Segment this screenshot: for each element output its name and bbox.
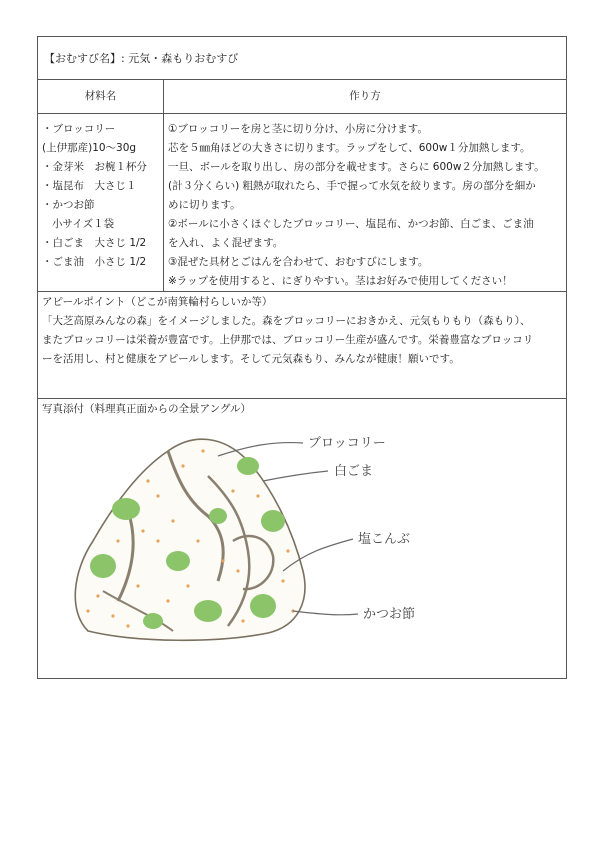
method-line: (計３分くらい) 粗熱が取れたら、手で握って水気を絞ります。房の部分を細か (168, 180, 536, 192)
title-row (38, 37, 567, 80)
method-line: 一旦、ボールを取り出し、房の部分を載せます。さらに 600w２分加熱します。 (168, 161, 545, 173)
label-kombu: 塩こんぶ (358, 532, 411, 547)
ingredient-item: (上伊那産)10〜30g (42, 142, 137, 154)
method-steps (164, 114, 567, 292)
photo-section (38, 399, 567, 679)
recipe-sheet (37, 36, 566, 679)
broccoli-patch (112, 498, 140, 520)
label-katsuobushi: かつお節 (363, 607, 416, 622)
ingredient-item: ・塩昆布 大さじ１ (42, 180, 137, 192)
onigiri-drawing (58, 421, 498, 651)
broccoli-patch (209, 508, 227, 524)
photo-heading: 写真添付（料理真正面からの全景アングル） (42, 403, 252, 415)
label-sesame: 白ごま (334, 464, 374, 479)
broccoli-patch (237, 457, 259, 475)
broccoli-patch (194, 600, 222, 622)
ingredient-item: 小サイズ１袋 (52, 218, 115, 230)
broccoli-patch (250, 594, 276, 618)
method-header: 作り方 (164, 80, 567, 114)
ingredients-header: 材料名 (38, 80, 164, 114)
appeal-section (38, 292, 567, 399)
ingredient-item: ・ごま油 小さじ 1/2 (42, 256, 147, 268)
method-line: ※ラップを使用すると、にぎりやすい。茎はお好みで使用してください！ (168, 275, 513, 287)
broccoli-patch (90, 554, 116, 578)
broccoli-patch (261, 510, 285, 532)
method-line: を入れ、よく混ぜます。 (168, 237, 284, 249)
title-label: 【おむすび名】 (44, 51, 121, 65)
ingredient-item: ・金芽米 お椀１杯分 (42, 161, 147, 173)
method-line: 芯を５㎜角ほどの大きさに切ります。ラップをして、600w１分加熱します。 (168, 142, 531, 154)
method-line: ①ブロッコリーを房と茎に切り分け、小房に分けます。 (168, 123, 428, 135)
broccoli-patch (143, 613, 163, 629)
label-broccoli: ブロッコリー (308, 436, 386, 451)
appeal-line: またブロッコリーは栄養が豊富です。上伊那では、ブロッコリー生産が盛んです。栄養豊富なブロッコリ (42, 334, 534, 346)
appeal-line: 「大芝高原みんなの森」をイメージしました。森をブロッコリーにおきかえ、元気もりもり（森もり）、 (42, 315, 531, 327)
appeal-line: ーを活用し、村と健康をアピールします。そして元気森もり、みんなが健康！願いです。 (42, 353, 460, 365)
method-line: ②ボールに小さくほぐしたブロッコリー、塩昆布、かつお節、白ごま、ごま油 (168, 218, 534, 230)
appeal-heading: アピールポイント（どこが南箕輪村らしいか等） (42, 296, 273, 308)
method-line: ③混ぜた具材とごはんを合わせて、おむすびにします。 (168, 256, 429, 268)
ingredient-item: ・ブロッコリー (42, 123, 116, 135)
method-line: めに切ります。 (168, 199, 241, 211)
ingredient-item: ・かつお節 (42, 199, 95, 211)
title-value: : 元気・森もりおむすび (121, 51, 239, 65)
broccoli-patch (166, 551, 190, 571)
ingredients-list (38, 114, 164, 292)
ingredient-item: ・白ごま 大さじ 1/2 (42, 237, 147, 249)
recipe-table (37, 36, 567, 679)
